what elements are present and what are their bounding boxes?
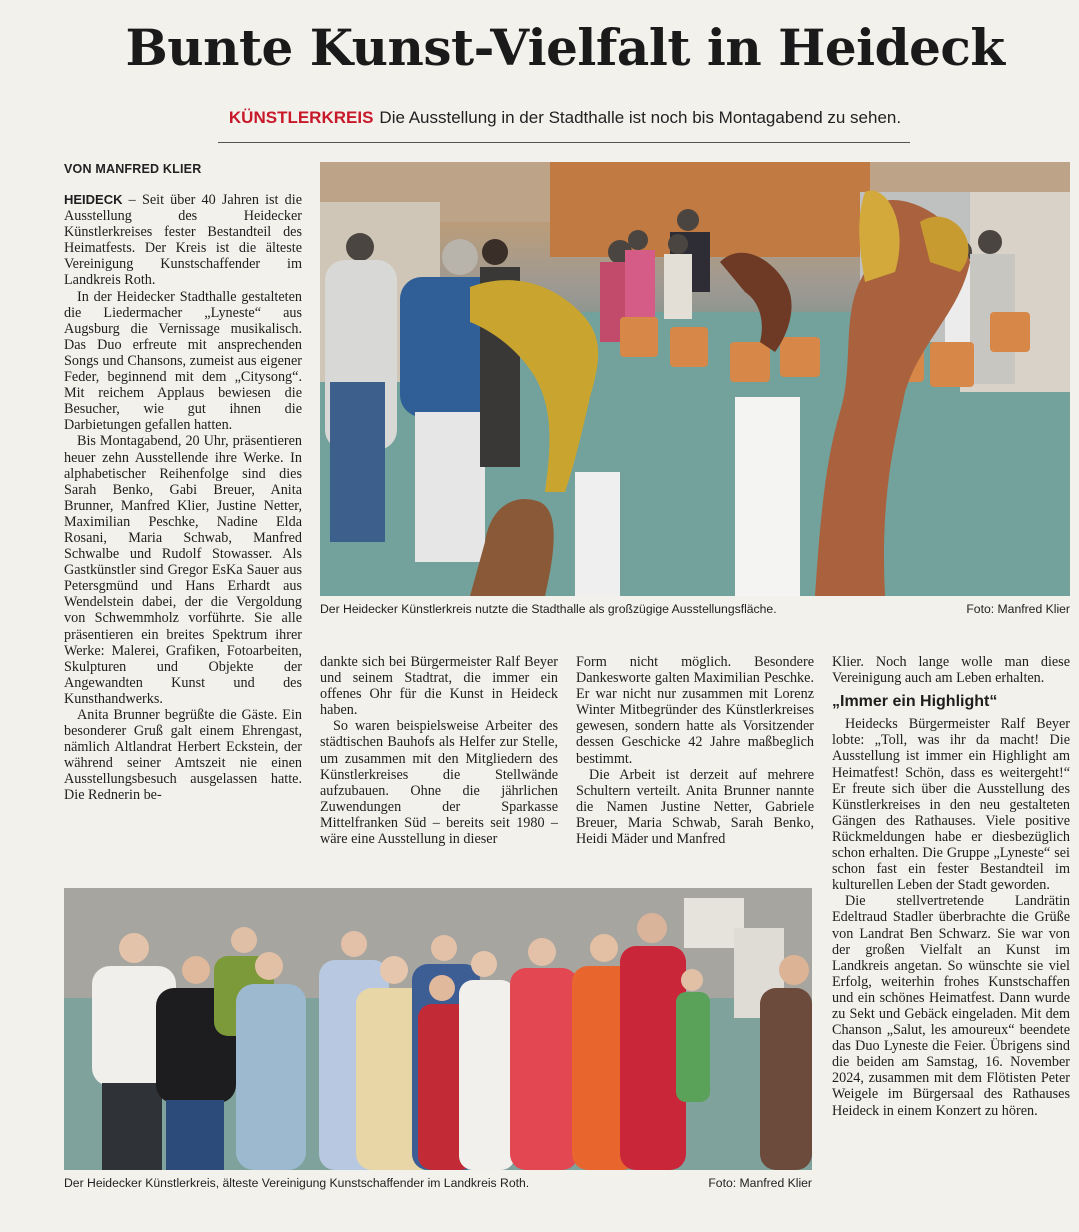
dateline: HEIDECK: [64, 192, 123, 207]
paragraph: So waren beispielsweise Arbeiter des städtischen Bauhofs als Helfer zur Stelle, um zusammen mit den Mitgliedern des Künstlerkreises die Stellwände aufzubauen. Ohne die jährlichen Zuwendungen der Sparkasse Mittelfranken Süd – bereits seit 1980 – wäre eine Ausstellung in dieser: [320, 718, 558, 848]
paragraph-text: – Seit über 40 Jahren ist die Ausstellung des Heidecker Künstlerkreises fester Bestandteil des Heimatfests. Der Kreis ist die älteste Vereinigung Kunstschaffender im Landkreis Roth.: [64, 192, 302, 289]
text-column-3: [576, 654, 814, 847]
paragraph: Bis Montagabend, 20 Uhr, präsentieren heuer zehn Ausstellende ihre Werke. In alphabetischer Reihenfolge sind dies Sarah Benko, Gabi Breuer, Anita Brunner, Manfred Klier, Justine Netter, Maximilian Peschke, Nadine Elda Rosani, Maria Schwab, Manfred Schwalbe und Rudolf Stowasser. Als Gastkünstler sind Gregor EsKa Sauer aus Petersgmünd und Hans Erhardt aus Wendelstein dabei, der die Vergoldung von Schwemmholz vorführte. Sie alle präsentieren ein breites Spektrum ihrer Werke: Malerei, Grafiken, Fotoarbeiten, Skulpturen und Objekte der Angewandten Kunst und des Kunsthandwerks.: [64, 433, 302, 707]
paragraph: Die Arbeit ist derzeit auf mehrere Schultern verteilt. Anita Brunner nannte die Namen Justine Netter, Gabriele Breuer, Maria Schwab, Sarah Benko, Heidi Mäder und Manfred: [576, 766, 814, 848]
kicker-keyword: KÜNSTLERKREIS: [228, 108, 374, 127]
paragraph: Heidecks Bürgermeister Ralf Beyer lobte: „Toll, was ihr da macht! Die Ausstellung ist immer ein Highlight am Heimatfest! Schön, dass es weitergeht!“ Er freute sich über die Ausstellung des Künstlerkreises in den neu gestalteten Gängen des Rathauses. Viele positive Rückmeldungen habe er diesbezüglich schon erhalten. Die Gruppe „Lyneste“ sei schon fast ein fester Bestandteil im kulturellen Leben der Stadt geworden.: [832, 716, 1070, 894]
text-column-2: [320, 654, 558, 847]
paragraph: Die stellvertretende Landrätin Edeltraud Stadler überbrachte die Grüße von Landrat Ben Schwarz. Sie war von der großen Vielfalt an Kunst im Landkreis angetan. So wünschte sie viel Erfolg, weiterhin frohes Kunstschaffen und ein schönes Heimatfest. Dann wurde zu Sekt und Gebäck eingeladen. Mit dem Chanson „Salut, les amoureux“ beendete das Duo Lyneste die Feier. Übrigens sind die beiden am Samstag, 16. November 2024, zusammen mit dem Flötisten Peter Weigele im Bürgersaal des Rathauses Heideck in einem Konzert zu hören.: [832, 893, 1070, 1119]
photo-caption: Der Heidecker Künstlerkreis, älteste Vereinigung Kunstschaffender im Landkreis Roth.: [64, 1176, 530, 1190]
kicker-text: Die Ausstellung in der Stadthalle ist noch bis Montagabend zu sehen.: [379, 108, 902, 127]
text-column-4: [832, 654, 1070, 1119]
headline: Bunte Kunst-Vielfalt in Heideck: [125, 18, 1005, 77]
group-photo-image: [64, 888, 812, 1170]
paragraph: Klier. Noch lange wolle man diese Vereinigung auch am Leben erhalten.: [832, 654, 1070, 687]
photo-credit: Foto: Manfred Klier: [966, 602, 1070, 616]
kicker: [0, 108, 1079, 128]
paragraph: dankte sich bei Bürgermeister Ralf Beyer und seinem Stadtrat, die immer ein offenes Ohr für die Kunst in Heideck haben.: [320, 654, 558, 719]
photo-caption: Der Heidecker Künstlerkreis nutzte die Stadthalle als großzügige Ausstellungsfläche.: [320, 602, 777, 616]
subheading: „Immer ein Highlight“: [832, 693, 998, 711]
text-column-1: [64, 192, 302, 804]
photo-group: [64, 888, 812, 1170]
byline: VON MANFRED KLIER: [64, 162, 202, 176]
exhibition-hall-image: [320, 162, 1070, 596]
photo-exhibition-hall: [320, 162, 1070, 596]
headline-rule: [218, 142, 910, 143]
paragraph: Form nicht möglich. Besondere Dankesworte galten Maximilian Peschke. Er war nicht nur zusammen mit Lorenz Winter Mitbegründer des Künstlerkreises gewesen, sondern hatte als Vorsitzender dessen Geschicke 42 Jahre maßbeglich bestimmt.: [576, 654, 814, 767]
paragraph: Anita Brunner begrüßte die Gäste. Ein besonderer Gruß galt einem Ehrengast, nämlich Altlandrat Herbert Eckstein, der während seiner Amtszeit nie einen Ausstellungsbesuch ausgelassen hatte. Die Rednerin be-: [64, 707, 302, 804]
paragraph: In der Heidecker Stadthalle gestalteten die Liedermacher „Lyneste“ aus Augsburg die Vernissage musikalisch. Das Duo erfreute mit ansprechenden Songs und Chansons, zumeist aus eigener Feder, beginnend mit dem „Citysong“. Mit reichem Applaus bewiesen die Besucher, wie gut ihnen die Darbietungen gefallen hatten.: [64, 288, 302, 434]
photo-credit: Foto: Manfred Klier: [708, 1176, 812, 1190]
paragraph: [64, 192, 302, 289]
